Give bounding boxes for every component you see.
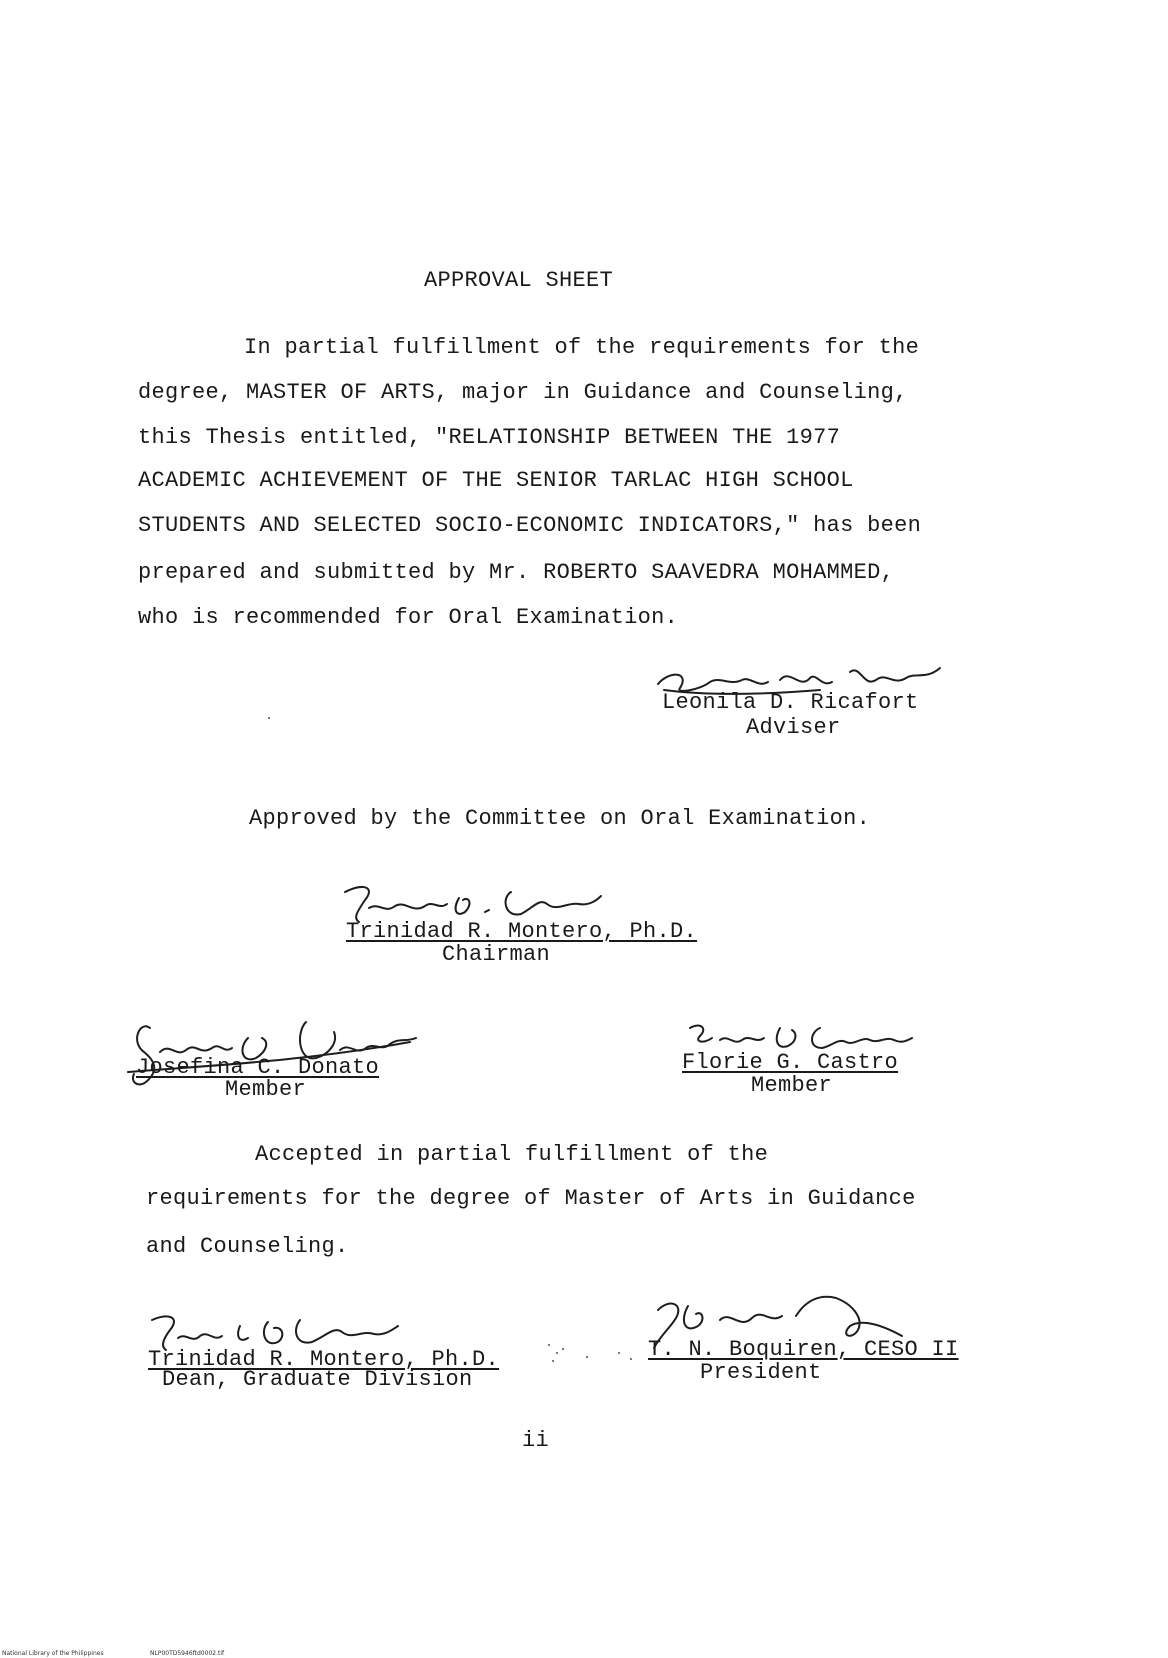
page-number: ii [522,1428,550,1453]
paragraph-line: who is recommended for Oral Examination. [138,605,679,630]
paragraph-line: this Thesis entitled, "RELATIONSHIP BETWEEN THE 1977 [138,425,841,450]
president-role: President [700,1360,822,1385]
paragraph-line: STUDENTS AND SELECTED SOCIO-ECONOMIC INDICATORS," has been [138,513,922,538]
chairman-role: Chairman [442,942,551,967]
paragraph-line: and Counseling. [146,1234,349,1259]
paragraph-line: degree, MASTER OF ARTS, major in Guidance and Counseling, [138,380,908,405]
member-right-name: Florie G. Castro [682,1050,899,1075]
dean-role: Dean, Graduate Division [162,1367,473,1392]
member-left-role: Member [225,1077,307,1102]
paragraph-line: ACADEMIC ACHIEVEMENT OF THE SENIOR TARLAC HIGH SCHOOL [138,468,854,493]
member-left-name: Josefina C. Donato [136,1055,380,1080]
paragraph-line: Accepted in partial fulfillment of the [255,1142,769,1167]
paragraph-line: In partial fulfillment of the requirements for the [244,335,920,360]
dean-name: Trinidad R. Montero, Ph.D. [148,1347,500,1372]
adviser-name: Leonila D. Ricafort [662,690,919,715]
page-title: APPROVAL SHEET [424,268,614,293]
footer-file: NLP00TD5946ftd0002.tif [150,1650,225,1657]
footer-library: National Library of the Philippines [2,1650,104,1657]
member-right-role: Member [751,1073,833,1098]
paragraph-line: prepared and submitted by Mr. ROBERTO SAAVEDRA MOHAMMED, [138,560,895,585]
chairman-name: Trinidad R. Montero, Ph.D. [346,919,698,944]
committee-intro: Approved by the Committee on Oral Examination. [249,806,871,831]
president-name: T. N. Boquiren, CESO II [648,1337,959,1362]
paragraph-line: requirements for the degree of Master of Arts in Guidance [146,1186,916,1211]
adviser-role: Adviser [746,715,841,740]
